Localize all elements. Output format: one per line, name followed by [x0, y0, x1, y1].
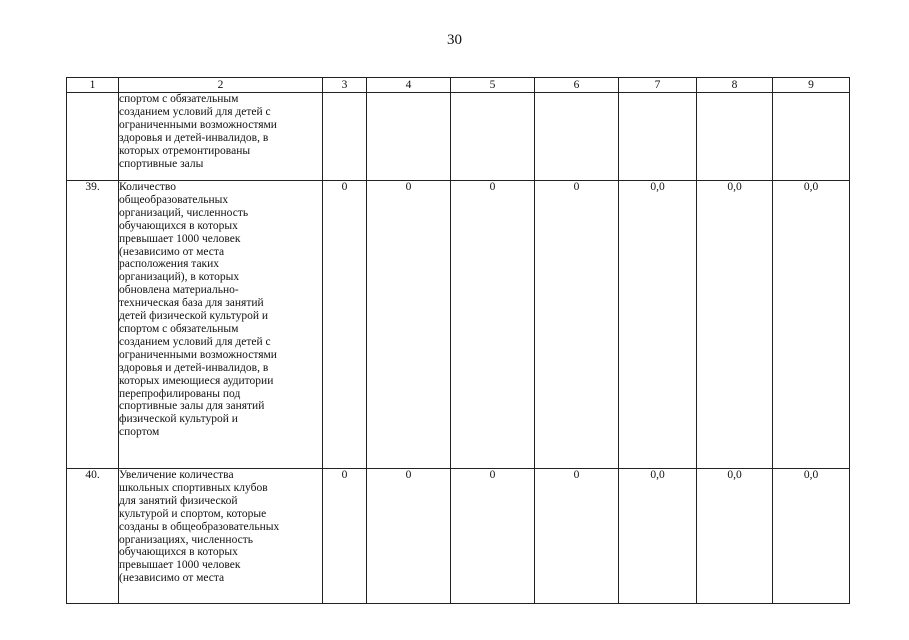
row-number-cell: 39. — [67, 181, 119, 469]
column-header: 4 — [367, 78, 451, 93]
value-cell — [451, 93, 535, 181]
description-line: спортивные залы — [119, 157, 204, 170]
description-line: спортом с обязательным — [119, 93, 239, 105]
row-number-cell — [67, 93, 119, 181]
table-row — [67, 93, 850, 181]
description-line: превышает 1000 человек — [119, 559, 241, 572]
value-cell: 0,0 — [697, 469, 773, 604]
description-line: перепрофилированы под — [119, 387, 241, 400]
value-cell — [619, 93, 697, 181]
value-cell: 0 — [323, 181, 367, 469]
description-line: обновлена материально- — [119, 284, 239, 297]
row-number-cell: 40. — [67, 469, 119, 604]
description-line: детей физической культурой и — [119, 310, 269, 323]
description-line: культурой и спортом, которые — [119, 507, 267, 520]
description-line: ограниченными возможностями — [119, 348, 277, 361]
description-line: (независимо от места — [119, 572, 225, 585]
description-line: общеобразовательных — [119, 193, 229, 206]
value-cell — [697, 93, 773, 181]
value-cell: 0,0 — [773, 181, 850, 469]
description-line: организаций), в которых — [119, 271, 240, 284]
description-line: для занятий физической — [119, 494, 238, 507]
description-line: превышает 1000 человек — [119, 232, 241, 245]
table-header-row — [67, 78, 850, 93]
column-header: 2 — [119, 78, 323, 93]
value-cell: 0,0 — [697, 181, 773, 469]
description-line: спортом с обязательным — [119, 322, 239, 335]
description-line: спортом — [119, 426, 160, 439]
value-cell — [535, 93, 619, 181]
column-header: 9 — [773, 78, 850, 93]
description-line: физической культурой и — [119, 413, 238, 426]
description-line: здоровья и детей-инвалидов, в — [119, 131, 269, 144]
description-line: здоровья и детей-инвалидов, в — [119, 361, 269, 374]
column-header: 6 — [535, 78, 619, 93]
value-cell — [367, 93, 451, 181]
value-cell: 0 — [451, 469, 535, 604]
description-line: (независимо от места — [119, 245, 225, 258]
column-header: 8 — [697, 78, 773, 93]
column-header: 1 — [67, 78, 119, 93]
description-line: организациях, численность — [119, 533, 253, 546]
description-line: которых имеющиеся аудитории — [119, 374, 274, 387]
value-cell: 0 — [367, 181, 451, 469]
row-description-cell — [119, 181, 323, 469]
table-row — [67, 181, 850, 469]
description-line: созданы в общеобразовательных — [119, 520, 280, 533]
description-line: Количество — [119, 181, 176, 193]
value-cell: 0 — [535, 469, 619, 604]
page-number: 30 — [447, 32, 462, 48]
description-line: спортивные залы для занятий — [119, 400, 265, 413]
value-cell: 0,0 — [773, 469, 850, 604]
value-cell: 0,0 — [619, 181, 697, 469]
description-line: обучающихся в которых — [119, 219, 238, 232]
value-cell: 0 — [451, 181, 535, 469]
description-line: организаций, численность — [119, 206, 249, 219]
row-description-cell — [119, 469, 323, 604]
description-line: расположения таких — [119, 258, 220, 271]
table-row — [67, 469, 850, 604]
value-cell — [773, 93, 850, 181]
column-header: 7 — [619, 78, 697, 93]
value-cell: 0 — [323, 469, 367, 604]
description-line: созданием условий для детей с — [119, 335, 271, 348]
data-table — [66, 77, 850, 604]
value-cell: 0,0 — [619, 469, 697, 604]
description-line: ограниченными возможностями — [119, 118, 277, 131]
description-line: которых отремонтированы — [119, 144, 251, 157]
value-cell: 0 — [367, 469, 451, 604]
column-header: 5 — [451, 78, 535, 93]
column-header: 3 — [323, 78, 367, 93]
value-cell — [323, 93, 367, 181]
description-line: техническая база для занятий — [119, 297, 264, 310]
description-line: обучающихся в которых — [119, 546, 238, 559]
description-line: Увеличение количества — [119, 469, 234, 481]
value-cell: 0 — [535, 181, 619, 469]
description-line: созданием условий для детей с — [119, 105, 271, 118]
description-line: школьных спортивных клубов — [119, 481, 268, 494]
row-description-cell — [119, 93, 323, 181]
